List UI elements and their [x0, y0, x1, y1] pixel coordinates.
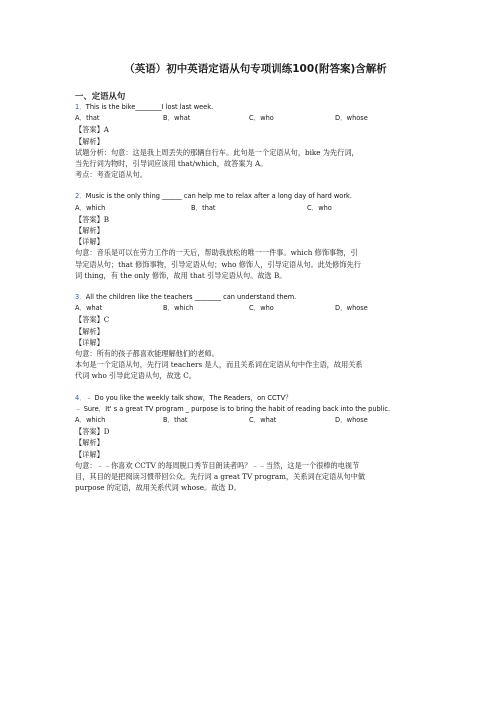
explanation-line: 目，其目的是把阅读习惯带回公众。先行词 a great TV program，关系词在定语从句中做: [75, 472, 366, 482]
detail-label: 【详解】: [75, 449, 104, 459]
option-a: A．which: [75, 416, 106, 425]
options-row: [75, 203, 430, 214]
question-stem: 1．This is the bike________I lost last week.: [75, 103, 214, 111]
explanation-line: purpose 的定语，故用关系代词 whose。故选 D。: [75, 483, 241, 493]
question-stem-reply: ﹣ Sure．It' s a great TV program _ purpose is to bring the habit of reading back into the public.: [75, 404, 391, 413]
explanation-line: 词 thing，有 the only 修饰，故用 that 引导定语从句。故选 B。: [75, 270, 287, 280]
analysis-label: 【解析】: [75, 438, 104, 448]
option-a: A．what: [75, 304, 103, 313]
detail-label: 【详解】: [75, 337, 104, 347]
question-number: 4．: [75, 393, 86, 402]
option-d: D．whose: [335, 304, 368, 313]
question-3: [75, 292, 430, 382]
explanation-line: 当先行词为物时，引导词应该用 that/which，故答案为 A。: [75, 159, 268, 169]
question-2: [75, 191, 430, 281]
answer-label: 【答案】B: [75, 214, 110, 224]
page-title: （英语）初中英语定语从句专项训练100(附答案)含解析: [124, 63, 387, 75]
explanation-line: 本句是一个定语从句，先行词 teachers 是人，而且关系词在定语从句中作主语，故用关系: [75, 360, 363, 370]
question-stem: 3．All the children like the teachers ________ can understand them.: [75, 293, 297, 302]
option-a: A．which: [75, 203, 106, 212]
options-row: [75, 113, 430, 124]
option-b: B．what: [163, 114, 191, 123]
answer-label: 【答案】A: [75, 125, 109, 135]
options-row: [75, 415, 430, 426]
question-number: 2．: [75, 192, 86, 201]
explanation-line: 句意：音乐是可以在劳力工作的一天后，帮助我放松的唯一一件事。which 修饰事物，引: [75, 248, 358, 258]
option-c: C．who: [249, 114, 274, 123]
question-number: 3．: [75, 293, 86, 302]
option-c: C．what: [249, 416, 277, 425]
answer-label: 【答案】D: [75, 427, 110, 437]
explanation-line: 代词 who 引导此定语从句，故选 C。: [75, 371, 196, 381]
section-heading: 一、定语从句: [75, 91, 126, 101]
option-b: B．that: [191, 203, 216, 212]
explanation-line: 句意：所有的孩子都喜欢能理解他们的老师。: [75, 349, 219, 359]
options-row: [75, 303, 430, 314]
answer-label: 【答案】C: [75, 315, 110, 325]
explanation-line: 句意：﹣﹣你喜欢 CCTV 的每周脱口秀节目朗读者吗？﹣﹣当然，这是一个很棒的电视节: [75, 460, 360, 470]
option-a: A．that: [75, 114, 100, 123]
option-b: B．that: [163, 416, 188, 425]
analysis-label: 【解析】: [75, 136, 104, 146]
option-d: D．whose: [335, 416, 368, 425]
option-c: C．who: [307, 203, 332, 212]
explanation-line: 试题分析：句意：这是我上周丢失的那辆自行车。此句是一个定语从句，bike 为先行词，: [75, 147, 359, 157]
option-b: B．which: [163, 304, 194, 313]
explanation-line: 导定语从句；that 修饰事物，引导定语从句；who 修饰人，引导定语从句。此处修饰先行: [75, 259, 361, 269]
question-stem: 2．Music is the only thing ______ can help me to relax after a long day of hard work.: [75, 192, 352, 201]
detail-label: 【详解】: [75, 237, 104, 247]
explanation-line: 考点：考查定语从句。: [75, 170, 147, 180]
analysis-label: 【解析】: [75, 326, 104, 336]
option-c: C．who: [249, 304, 274, 313]
question-1: [75, 102, 430, 180]
option-d: D．whose: [335, 114, 368, 123]
question-stem: 4．﹣ Do you like the weekly talk show，The Readers，on CCTV？: [75, 393, 292, 402]
analysis-label: 【解析】: [75, 226, 104, 236]
question-4: [75, 393, 430, 494]
question-number: 1．: [75, 103, 86, 111]
